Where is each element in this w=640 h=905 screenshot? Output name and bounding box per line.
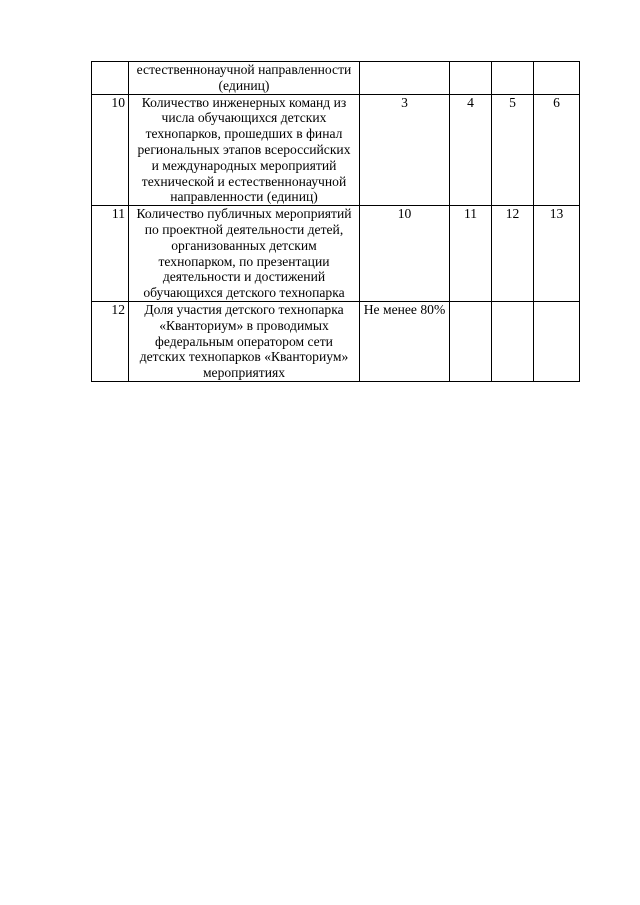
indicator-name: Доля участия детского технопарка «Кванториум» в проводимых федеральным оператором сети детских технопарков «Кванториум» мероприятиях: [129, 301, 360, 381]
row-number: [92, 62, 129, 95]
indicator-value-3: [492, 62, 534, 95]
indicator-name: естественнонаучной направленности (единиц): [129, 62, 360, 95]
row-number: 10: [92, 94, 129, 206]
indicators-table: [91, 61, 580, 382]
indicator-value-4: 13: [534, 206, 580, 302]
table-row: [92, 94, 580, 206]
row-number: 11: [92, 206, 129, 302]
indicator-value-1: 10: [360, 206, 450, 302]
indicator-value-2: 4: [450, 94, 492, 206]
indicator-value-4: [534, 301, 580, 381]
indicator-value-3: 12: [492, 206, 534, 302]
indicator-value-3: [492, 301, 534, 381]
indicator-value-1: 3: [360, 94, 450, 206]
indicator-name: Количество публичных мероприятий по проектной деятельности детей, организованных детским технопарком, по презентации деятельности и достижений обучающихся детского технопарка: [129, 206, 360, 302]
indicator-value-1: Не менее 80%: [360, 301, 450, 381]
indicator-value-1: [360, 62, 450, 95]
indicator-value-2: [450, 62, 492, 95]
indicator-value-4: 6: [534, 94, 580, 206]
indicator-name: Количество инженерных команд из числа обучающихся детских технопарков, прошедших в финал региональных этапов всероссийских и международных мероприятий технической и естественнонаучной направленности (единиц): [129, 94, 360, 206]
table-row: [92, 206, 580, 302]
indicator-value-2: [450, 301, 492, 381]
indicator-value-3: 5: [492, 94, 534, 206]
table-row: [92, 301, 580, 381]
indicator-value-4: [534, 62, 580, 95]
table-row: [92, 62, 580, 95]
indicator-value-2: 11: [450, 206, 492, 302]
row-number: 12: [92, 301, 129, 381]
